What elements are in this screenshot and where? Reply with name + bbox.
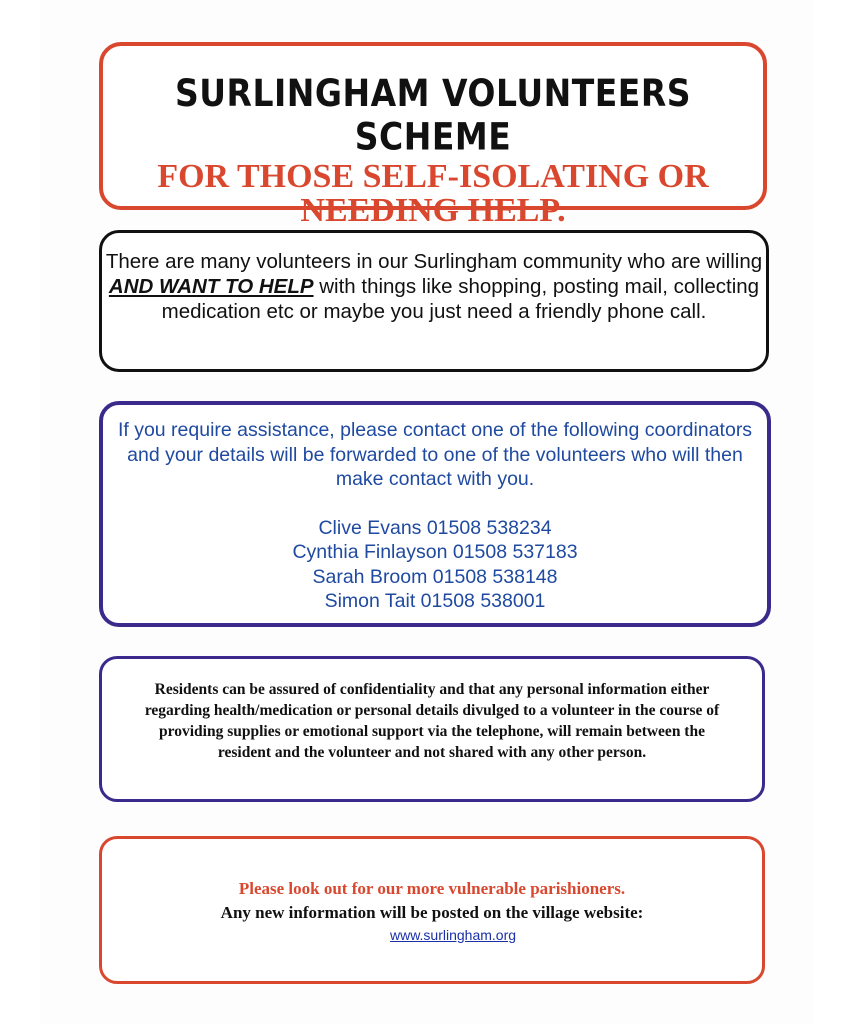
poster-subtitle: FOR THOSE SELF-ISOLATING OR NEEDING HELP. xyxy=(157,158,709,229)
intro-text-after: with things like shopping, posting mail, collecting medication etc or maybe you just need a friendly phone call. xyxy=(161,275,760,323)
coordinator-item: Clive Evans 01508 538234 xyxy=(318,516,552,539)
intro-emphasis: AND WANT TO HELP xyxy=(108,275,314,298)
poster-title: SURLINGHAM VOLUNTEERS SCHEME xyxy=(174,71,692,159)
title-box xyxy=(99,42,767,229)
coordinator-list xyxy=(103,516,767,614)
footer-info: Any new information will be posted on the village website: xyxy=(220,903,644,922)
confidentiality-text: Residents can be assured of confidentiality and that any personal information either regarding health/medication or personal details divulged to a volunteer in the course of providing supplies or emotional support via the telephone, will remain between the resident and the volunteer and not shared with any other person. xyxy=(144,681,720,761)
confidentiality-box xyxy=(99,656,765,802)
coordinator-item: Cynthia Finlayson 01508 537183 xyxy=(292,541,578,563)
coordinator-item: Sarah Broom 01508 538148 xyxy=(312,565,558,588)
contact-instructions: If you require assistance, please contact one of the following coordinators and your details will be forwarded to one of the volunteers who will then make contact with you. xyxy=(117,419,753,490)
intro-text-before: There are many volunteers in our Surlingham community who are willing xyxy=(105,250,763,273)
footer-warning: Please look out for our more vulnerable parishioners. xyxy=(238,879,626,898)
coordinator-item: Simon Tait 01508 538001 xyxy=(324,590,546,612)
footer-box xyxy=(99,836,765,984)
contact-box xyxy=(99,401,771,627)
intro-box xyxy=(99,230,769,372)
website-link[interactable]: www.surlingham.org xyxy=(389,927,517,943)
